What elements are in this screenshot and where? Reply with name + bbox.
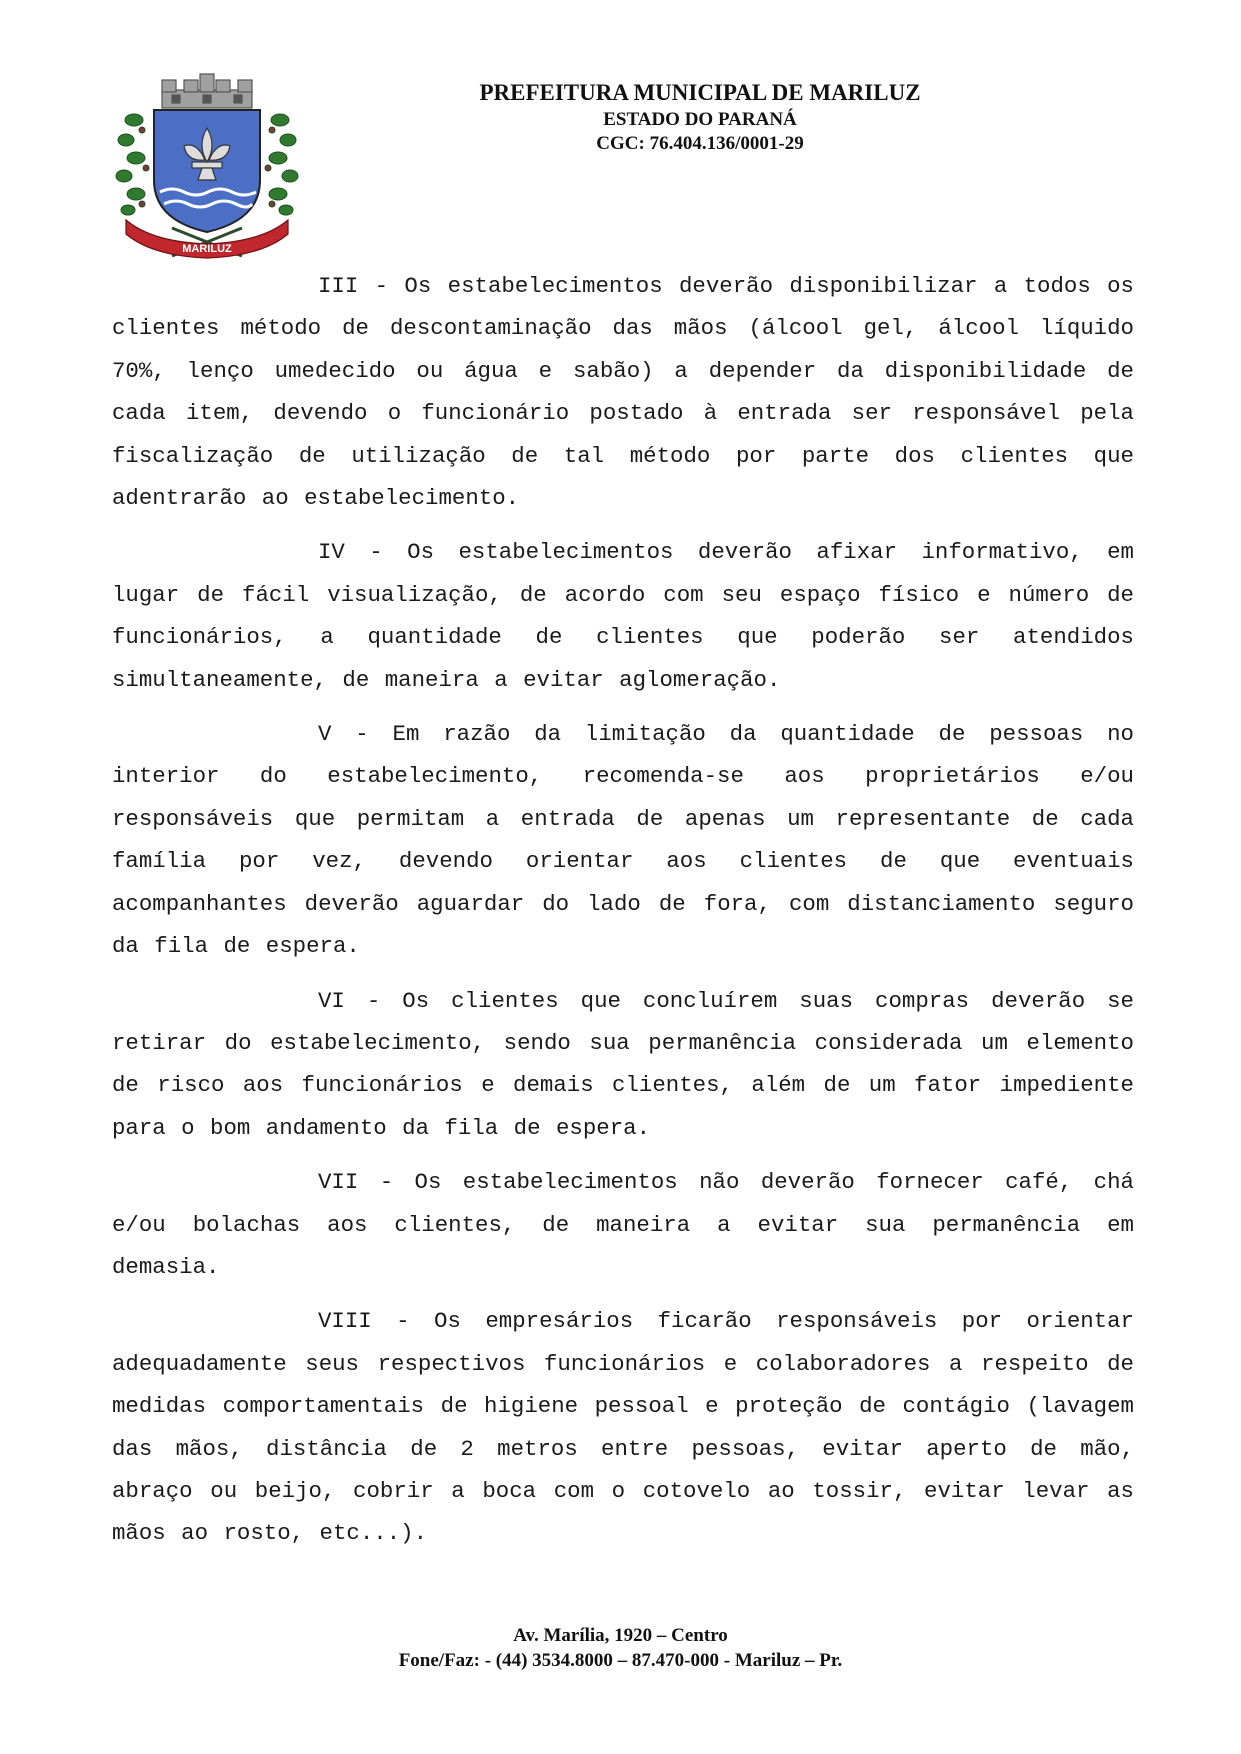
footer-address: Av. Marília, 1920 – Centro	[513, 1625, 728, 1646]
mural-crown	[162, 74, 252, 108]
right-vine	[265, 114, 298, 215]
document-body	[112, 265, 1134, 1567]
page-footer	[0, 1623, 1241, 1673]
paragraph-viii: VIII - Os empresários ficarão responsáveis por orientar adequadamente seus respectivos funcionários e colaboradores a respeito de medidas comportamentais de higiene pessoal e proteção de contágio (lavagem das mãos, distância de 2 metros entre pessoas, evitar aperto de mão, abraço ou beijo, cobrir a boca com o cotovelo ao tossir, evitar levar as mãos ao rosto, etc...).	[112, 1308, 1134, 1547]
footer-contact: Fone/Faz: - (44) 3534.8000 – 87.470-000 - Mariluz – Pr.	[398, 1650, 843, 1671]
cgc-number: CGC: 76.404.136/0001-29	[596, 133, 804, 154]
paragraph-iv: IV - Os estabelecimentos deverão afixar informativo, em lugar de fácil visualização, de acordo com seu espaço físico e número de funcionários, a quantidade de clientes que poderão ser atendidos simultaneamente, de maneira a evitar aglomeração.	[112, 539, 1134, 693]
state-name: ESTADO DO PARANÁ	[603, 109, 797, 130]
paragraph-vii: VII - Os estabelecimentos não deverão fornecer café, chá e/ou bolachas aos clientes, de maneira a evitar sua permanência em demasia.	[112, 1169, 1134, 1280]
left-vine	[116, 114, 149, 215]
paragraph-vi: VI - Os clientes que concluírem suas compras deverão se retirar do estabelecimento, sendo sua permanência considerada um elemento de risco aos funcionários e demais clientes, além de um fator impediente para o bom andamento da fila de espera.	[112, 987, 1134, 1141]
paragraph-v: V - Em razão da limitação da quantidade de pessoas no interior do estabelecimento, recomenda-se aos proprietários e/ou responsáveis que permitam a entrada de apenas um representante de cada família por vez, devendo orientar aos clientes de que eventuais acompanhantes deverão aguardar do lado de fora, com distanciamento seguro da fila de espera.	[112, 721, 1134, 960]
crest-banner-text: MARILUZ	[182, 243, 232, 255]
municipality-title: PREFEITURA MUNICIPAL DE MARILUZ	[479, 80, 921, 105]
paragraph-iii: III - Os estabelecimentos deverão disponibilizar a todos os clientes método de descontaminação das mãos (álcool gel, álcool líquido 70%, lenço umedecido ou água e sabão) a depender da disponibilidade de cada item, devendo o funcionário postado à entrada ser responsável pela fiscalização de utilização de tal método por parte dos clientes que adentrarão ao estabelecimento.	[112, 273, 1134, 512]
letterhead	[430, 78, 970, 156]
municipal-crest-icon	[112, 70, 302, 260]
